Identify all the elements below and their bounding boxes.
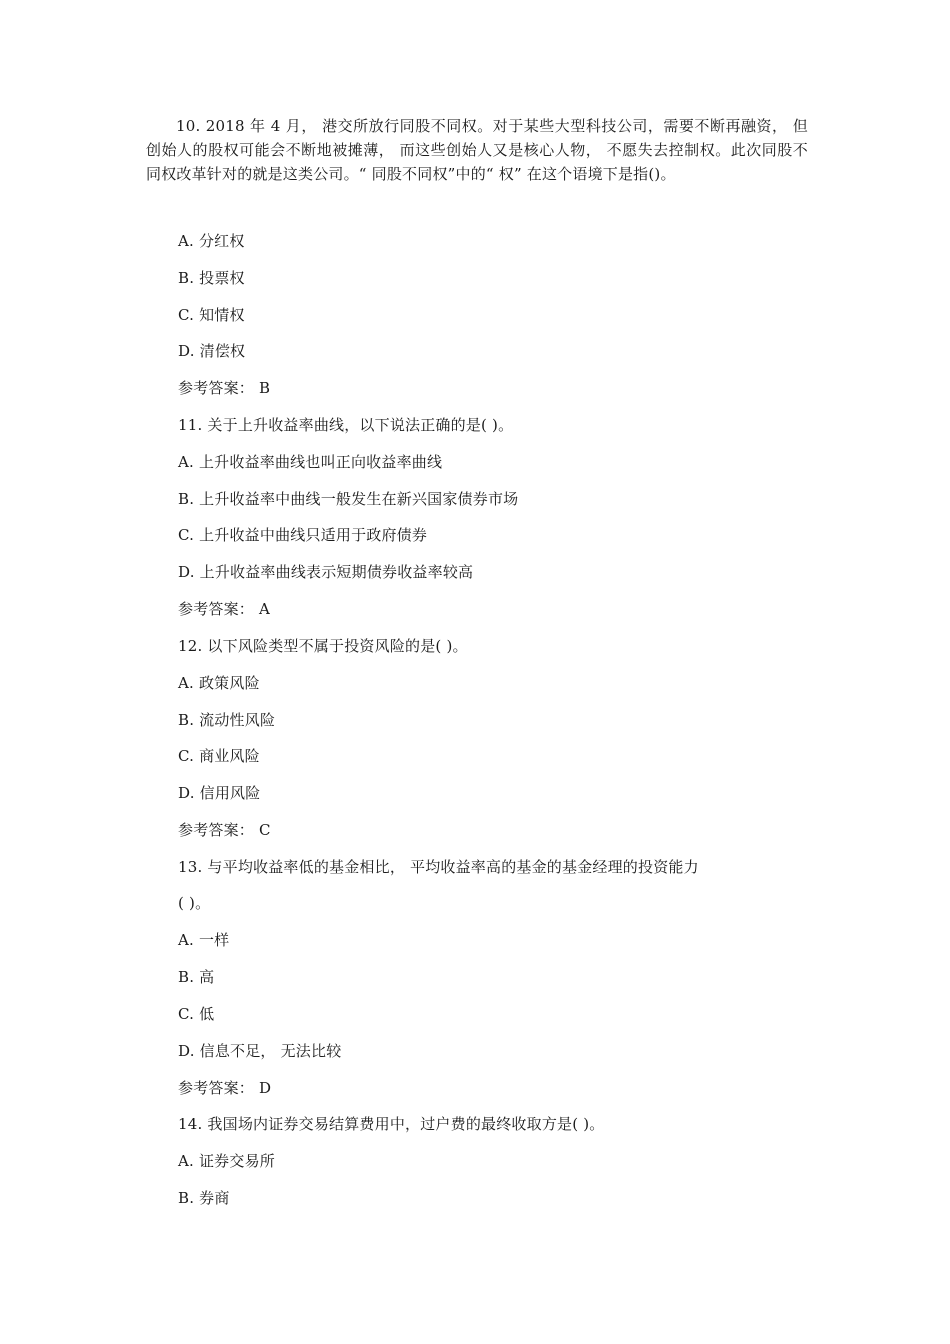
question-13-option-a: A. 一样 [178, 931, 230, 949]
question-12-option-a: A. 政策风险 [178, 674, 260, 692]
question-12-option-d: D. 信用风险 [178, 784, 261, 802]
question-12-stem: 12. 以下风险类型不属于投资风险的是( )。 [178, 637, 468, 655]
question-12-answer: 参考答案： C [178, 821, 271, 839]
question-10-option-c: C. 知情权 [178, 306, 245, 324]
question-11-answer: 参考答案： A [178, 600, 271, 618]
question-13-stem-line2: ( )。 [178, 894, 211, 912]
question-14-option-b: B. 券商 [178, 1189, 230, 1207]
question-11-option-a: A. 上升收益率曲线也叫正向收益率曲线 [178, 453, 443, 471]
question-11-option-d: D. 上升收益率曲线表示短期债券收益率较高 [178, 563, 474, 581]
question-10-option-d: D. 清偿权 [178, 342, 246, 360]
question-14-option-a: A. 证券交易所 [178, 1152, 275, 1170]
question-10-option-a: A. 分红权 [178, 232, 245, 250]
question-13-answer: 参考答案： D [178, 1079, 272, 1097]
question-13-stem-line1: 13. 与平均收益率低的基金相比， 平均收益率高的基金的基金经理的投资能力 [178, 858, 699, 876]
question-12-option-b: B. 流动性风险 [178, 711, 276, 729]
question-13-option-d: D. 信息不足， 无法比较 [178, 1042, 342, 1060]
question-11-option-b: B. 上升收益率中曲线一般发生在新兴国家债券市场 [178, 490, 519, 508]
question-10-answer: 参考答案： B [178, 379, 271, 397]
question-11-option-c: C. 上升收益中曲线只适用于政府债券 [178, 526, 428, 544]
question-10-option-b: B. 投票权 [178, 269, 245, 287]
question-11-stem: 11. 关于上升收益率曲线，以下说法正确的是( )。 [178, 416, 514, 434]
question-13-option-c: C. 低 [178, 1005, 215, 1023]
question-10-stem: 10. 2018 年 4 月， 港交所放行同股不同权。对于某些大型科技公司，需要不断再融资， 但创始人的股权可能会不断地被摊薄， 而这些创始人又是核心人物， 不愿失去控制权。此次同股不同权改革针对的就是这类公司。“ 同股不同权”中的“ 权” 在这个语境下是指()。 [146, 117, 808, 183]
question-12-option-c: C. 商业风险 [178, 747, 260, 765]
question-13-option-b: B. 高 [178, 968, 215, 986]
question-14-stem: 14. 我国场内证券交易结算费用中，过户费的最终收取方是( )。 [178, 1115, 605, 1133]
